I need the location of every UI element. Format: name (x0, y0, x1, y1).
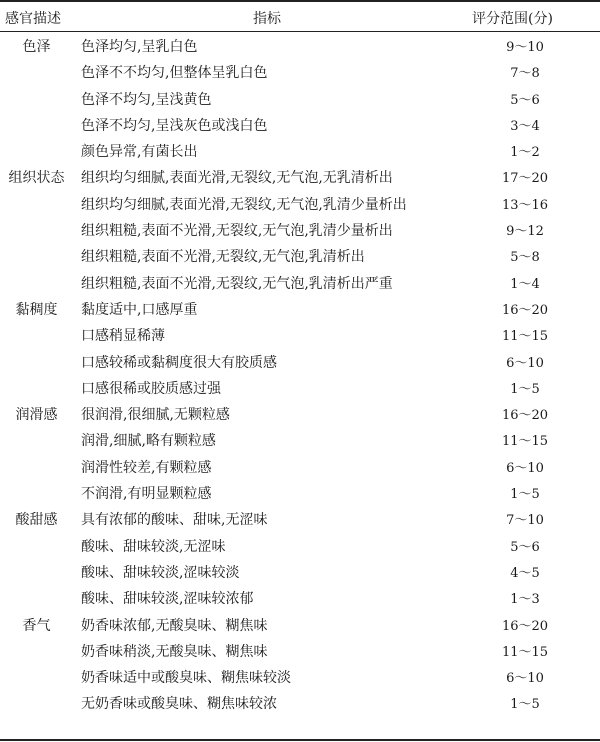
row-indicator: 色泽不均匀,呈浅灰色或浅白色 (81, 117, 268, 134)
row-indicator: 酸味、甜味较淡,涩味较浓郁 (81, 591, 254, 608)
table-row (0, 426, 600, 452)
row-indicator: 酸味、甜味较淡,无涩味 (81, 538, 226, 555)
row-score-range: 1～2 (510, 145, 540, 161)
row-score-range: 9～12 (506, 224, 544, 240)
table-row (0, 216, 600, 242)
header-score-range: 评分范围(分) (472, 11, 553, 27)
row-score-range: 6～10 (506, 671, 544, 687)
row-score-range: 5～6 (510, 539, 540, 555)
table-row (0, 163, 600, 189)
table-row (0, 242, 600, 268)
row-score-range: 1～4 (510, 276, 540, 292)
table-row (0, 190, 600, 216)
row-score-range: 11～15 (501, 329, 549, 345)
row-score-range: 5～8 (510, 250, 540, 266)
table-row (0, 321, 600, 347)
row-indicator: 组织均匀细腻,表面光滑,无裂纹,无气泡,无乳清析出 (81, 170, 393, 187)
row-score-range: 17～20 (501, 171, 549, 187)
row-category: 香气 (22, 617, 51, 634)
table-row (0, 637, 600, 663)
row-score-range: 11～15 (501, 434, 549, 450)
row-category: 润滑感 (15, 407, 58, 424)
row-score-range: 5～6 (510, 92, 540, 108)
row-category: 色泽 (22, 39, 51, 55)
row-indicator: 口感很稀或胶质感过强 (81, 380, 221, 397)
row-score-range: 4～5 (510, 565, 540, 581)
row-indicator: 奶香味适中或酸臭味、糊焦味较淡 (81, 670, 291, 687)
row-score-range: 1～5 (510, 487, 540, 503)
table-row (0, 558, 600, 584)
table-row (0, 111, 600, 137)
row-category: 酸甜感 (15, 512, 58, 529)
table-row (0, 505, 600, 531)
table-row (0, 453, 600, 479)
table-row (0, 663, 600, 689)
row-indicator: 不润滑,有明显颗粒感 (81, 486, 212, 503)
row-score-range: 11～15 (501, 644, 549, 660)
row-indicator: 很润滑,很细腻,无颗粒感 (81, 407, 230, 424)
row-indicator: 组织均匀细腻,表面光滑,无裂纹,无气泡,乳清少量析出 (81, 196, 407, 213)
table-row (0, 479, 600, 505)
row-score-range: 16～20 (501, 302, 549, 318)
row-indicator: 组织粗糙,表面不光滑,无裂纹,无气泡,乳清少量析出 (81, 223, 393, 240)
table-body (0, 32, 600, 716)
table-row (0, 532, 600, 558)
table-row (0, 584, 600, 610)
table-row (0, 32, 600, 58)
row-indicator: 润滑性较差,有颗粒感 (81, 459, 212, 476)
table-row (0, 137, 600, 163)
row-indicator: 酸味、甜味较淡,涩味较淡 (81, 564, 240, 581)
row-indicator: 口感稍显稀薄 (81, 328, 165, 345)
row-indicator: 奶香味浓郁,无酸臭味、糊焦味 (81, 617, 268, 634)
row-indicator: 润滑,细腻,略有颗粒感 (81, 433, 216, 450)
row-score-range: 7～10 (506, 513, 544, 529)
header-indicator: 指标 (253, 11, 281, 27)
table-row (0, 348, 600, 374)
row-indicator: 无奶香味或酸臭味、糊焦味较浓 (81, 696, 277, 713)
row-score-range: 7～8 (510, 66, 540, 82)
table-bottom-rule (0, 739, 600, 741)
row-indicator: 组织粗糙,表面不光滑,无裂纹,无气泡,乳清析出严重 (81, 275, 393, 292)
row-indicator: 色泽不不均匀,但整体呈乳白色 (81, 65, 268, 82)
row-indicator: 色泽不均匀,呈浅黄色 (81, 91, 212, 108)
table-row (0, 689, 600, 715)
row-indicator: 色泽均匀,呈乳白色 (81, 39, 198, 55)
table-row (0, 295, 600, 321)
row-score-range: 16～20 (501, 408, 549, 424)
row-score-range: 13～16 (501, 197, 549, 213)
table-row (0, 400, 600, 426)
row-indicator: 组织粗糙,表面不光滑,无裂纹,无气泡,乳清析出 (81, 249, 365, 266)
row-indicator: 奶香味稍淡,无酸臭味、糊焦味 (81, 643, 268, 660)
row-score-range: 3～4 (510, 118, 540, 134)
table-row (0, 58, 600, 84)
row-score-range: 9～10 (506, 40, 544, 55)
table-row (0, 85, 600, 111)
table-row (0, 374, 600, 400)
table-header-row (0, 2, 600, 31)
header-category: 感官描述 (5, 11, 61, 27)
row-category: 组织状态 (8, 170, 65, 187)
row-score-range: 1～3 (510, 592, 540, 608)
row-score-range: 6～10 (506, 355, 544, 371)
row-score-range: 6～10 (506, 460, 544, 476)
row-score-range: 16～20 (501, 618, 549, 634)
row-score-range: 1～5 (510, 697, 540, 713)
row-score-range: 1～5 (510, 381, 540, 397)
row-indicator: 黏度适中,口感厚重 (81, 301, 198, 318)
row-indicator: 口感较稀或黏稠度很大有胶质感 (81, 354, 277, 371)
row-category: 黏稠度 (15, 301, 58, 318)
table-row (0, 611, 600, 637)
table-row (0, 269, 600, 295)
row-indicator: 具有浓郁的酸味、甜味,无涩味 (81, 512, 268, 529)
row-indicator: 颜色异常,有菌长出 (81, 144, 198, 161)
